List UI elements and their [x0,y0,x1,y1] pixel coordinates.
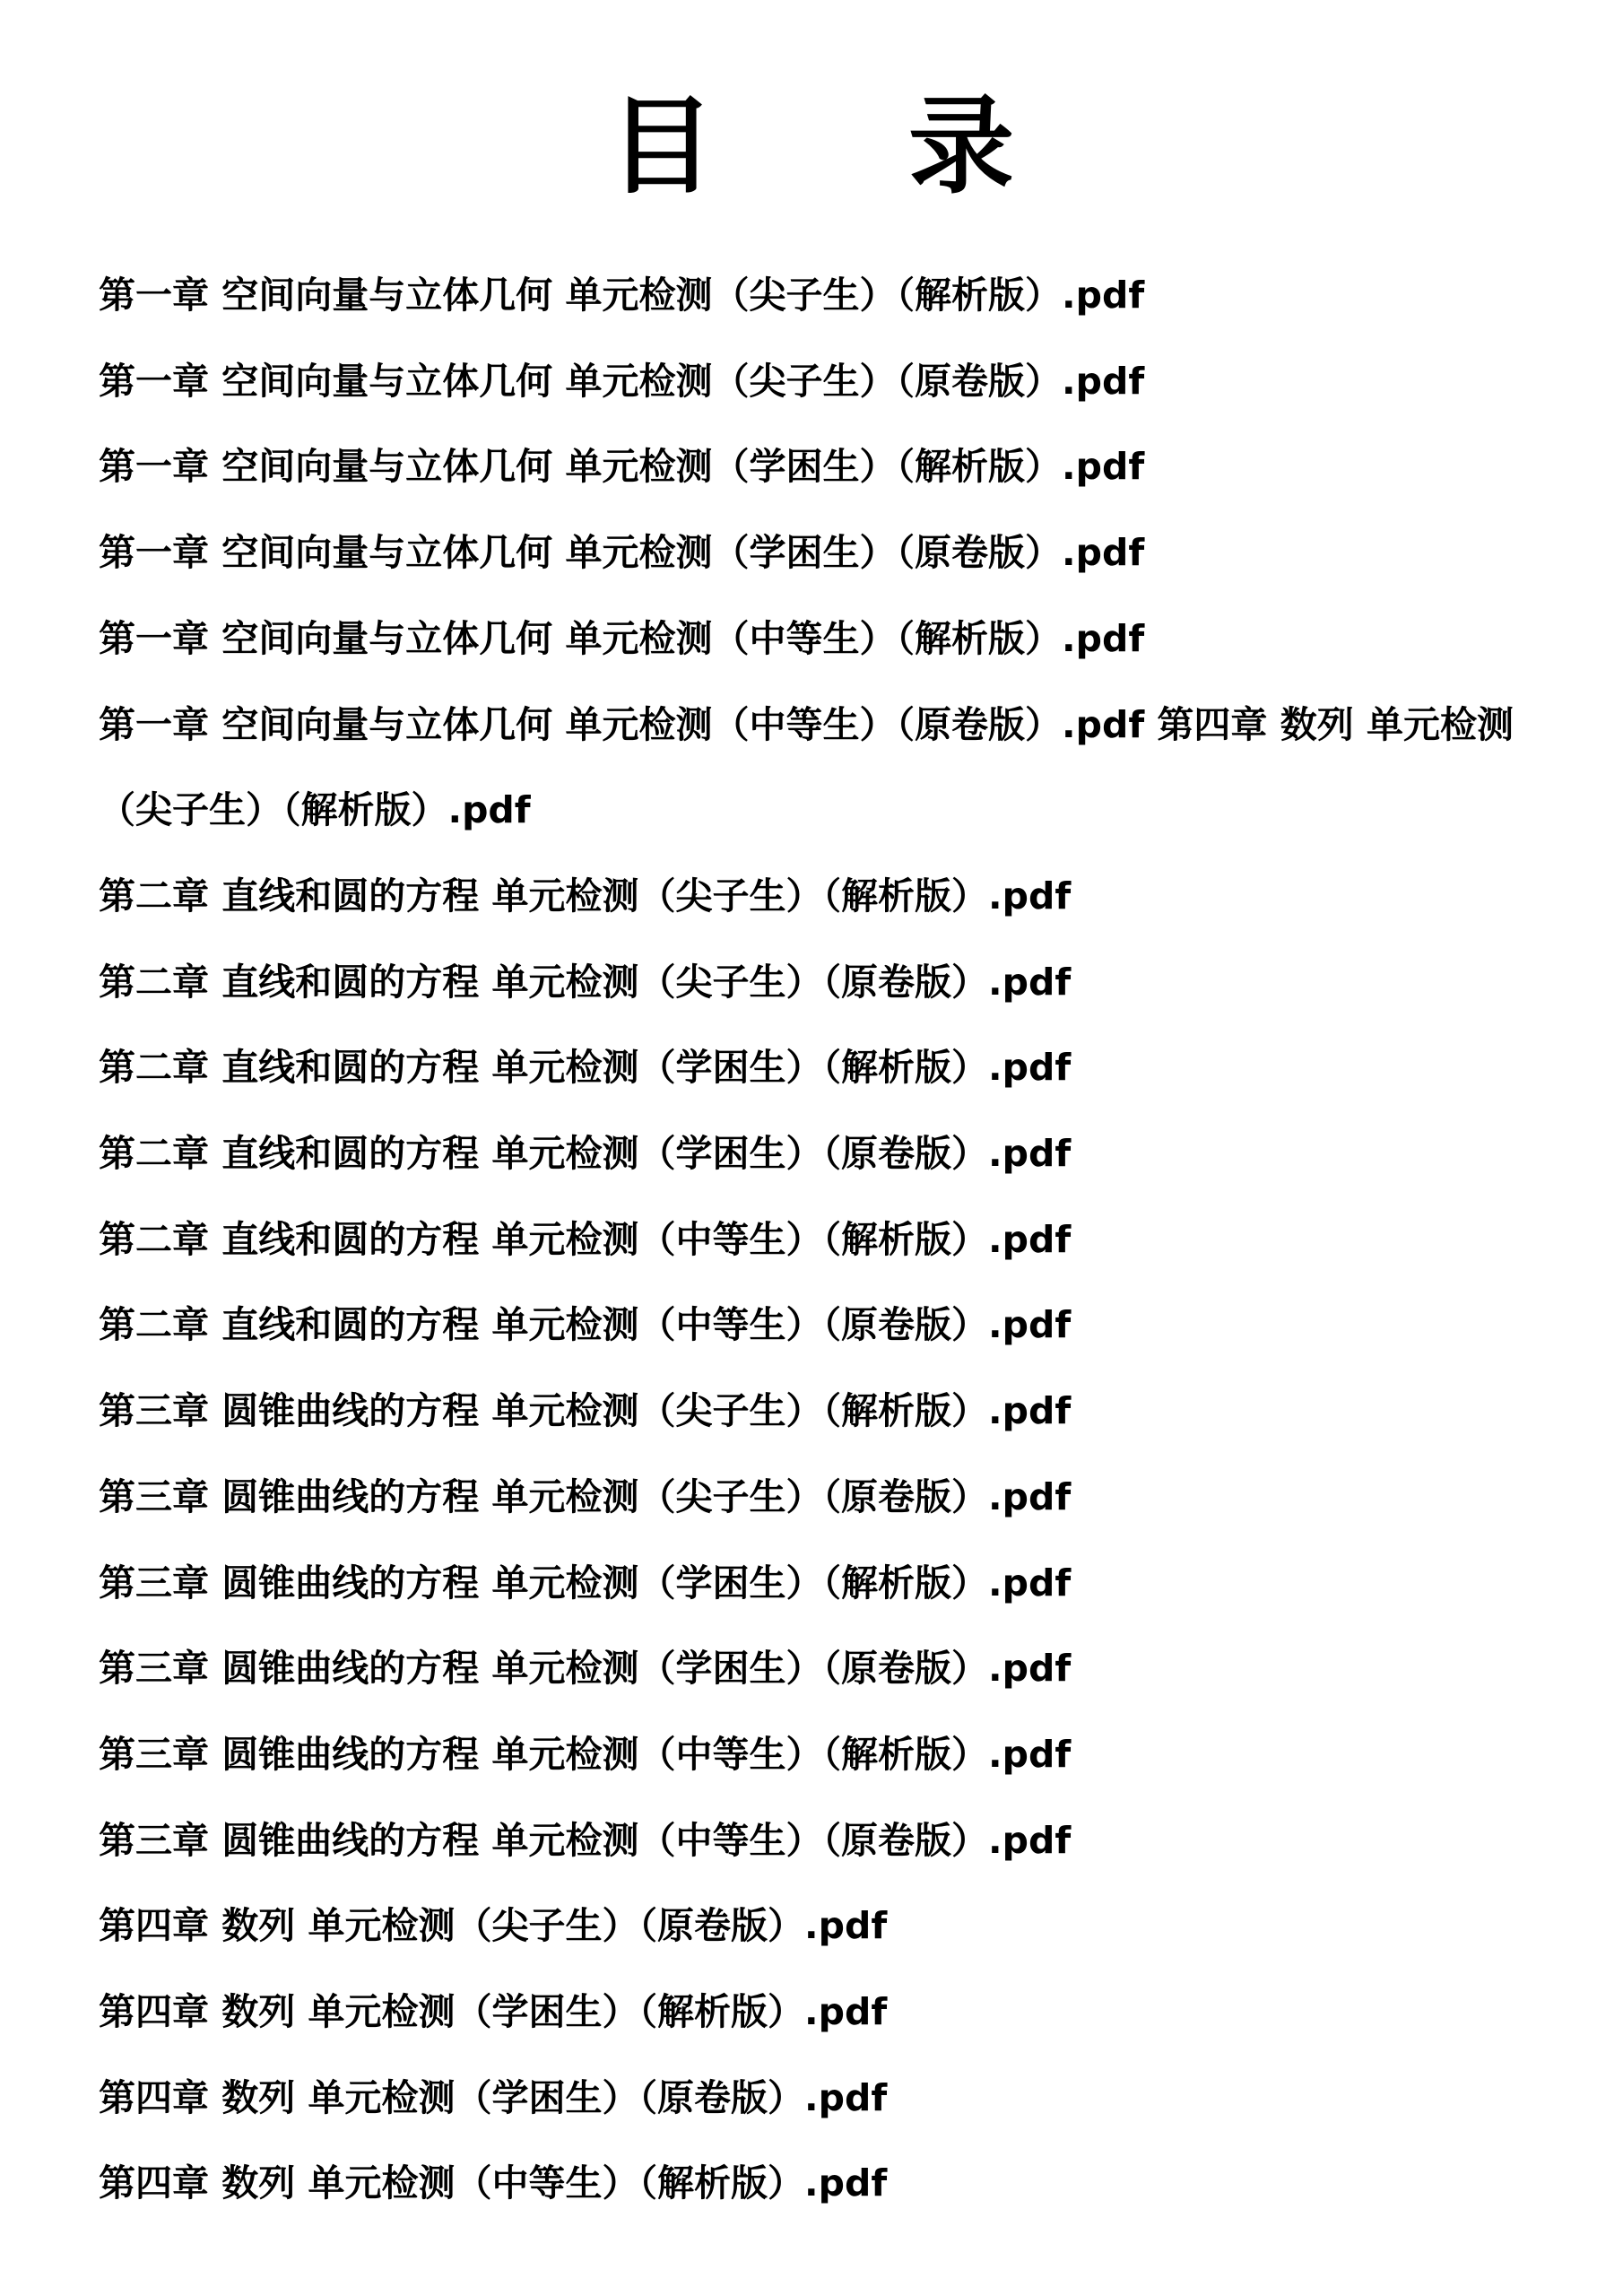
toc-entry[interactable]: 第一章 空间向量与立体几何 单元检测（学困生）（解析版）.pdf [99,445,1145,489]
toc-entry[interactable]: 第一章 空间向量与立体几何 单元检测（尖子生）（解析版）.pdf [99,274,1145,317]
toc-entry[interactable]: 第四章 数列 单元检测（学困生）（原卷版）.pdf [99,2075,888,2119]
title-char-1: 目 [608,84,715,208]
toc-entry[interactable]: 第三章 圆锥曲线的方程 单元检测（尖子生）（解析版）.pdf [99,1389,1072,1433]
toc-entry[interactable]: 第二章 直线和圆的方程 单元检测（中等生）（原卷版）.pdf [99,1303,1072,1347]
toc-entry[interactable]: 第四章 数列 单元检测（学困生）（解析版）.pdf [99,1990,888,2034]
toc-entry[interactable]: 第一章 空间向量与立体几何 单元检测（学困生）（原卷版）.pdf [99,531,1145,575]
toc-entry[interactable]: 第二章 直线和圆的方程 单元检测（尖子生）（解析版）.pdf [99,874,1072,918]
toc-entry[interactable]: 第一章 空间向量与立体几何 单元检测（尖子生）（原卷版）.pdf [99,359,1145,403]
toc-entry[interactable]: 第一章 空间向量与立体几何 单元检测（中等生）（解析版）.pdf [99,616,1145,660]
toc-entry[interactable]: 第二章 直线和圆的方程 单元检测（学困生）（解析版）.pdf [99,1046,1072,1090]
title-char-2: 录 [908,84,1015,208]
toc-entry[interactable]: 第三章 圆锥曲线的方程 单元检测（尖子生）（原卷版）.pdf [99,1474,1072,1518]
toc-entry[interactable]: 第三章 圆锥曲线的方程 单元检测（中等生）（解析版）.pdf [99,1732,1072,1776]
toc-entry[interactable]: 第二章 直线和圆的方程 单元检测（学困生）（原卷版）.pdf [99,1132,1072,1176]
toc-entry[interactable]: 第三章 圆锥曲线的方程 单元检测（学困生）（解析版）.pdf [99,1561,1072,1605]
toc-entry[interactable]: 第三章 圆锥曲线的方程 单元检测（中等生）（原卷版）.pdf [99,1818,1072,1862]
page-title [0,79,1623,213]
toc-entry[interactable]: 第一章 空间向量与立体几何 单元检测（中等生）（原卷版）.pdf 第四章 数列 单元检测（尖子生）（解析版）.pdf [99,702,1514,832]
toc-entry[interactable]: 第二章 直线和圆的方程 单元检测（尖子生）（原卷版）.pdf [99,960,1072,1004]
toc-entry[interactable]: 第四章 数列 单元检测（中等生）（解析版）.pdf [99,2161,888,2205]
toc-entry[interactable]: 第二章 直线和圆的方程 单元检测（中等生）（解析版）.pdf [99,1217,1072,1261]
toc-entry[interactable]: 第三章 圆锥曲线的方程 单元检测（学困生）（原卷版）.pdf [99,1647,1072,1691]
toc-list [99,253,1533,2227]
toc-entry[interactable]: 第四章 数列 单元检测（尖子生）（原卷版）.pdf [99,1904,888,1948]
